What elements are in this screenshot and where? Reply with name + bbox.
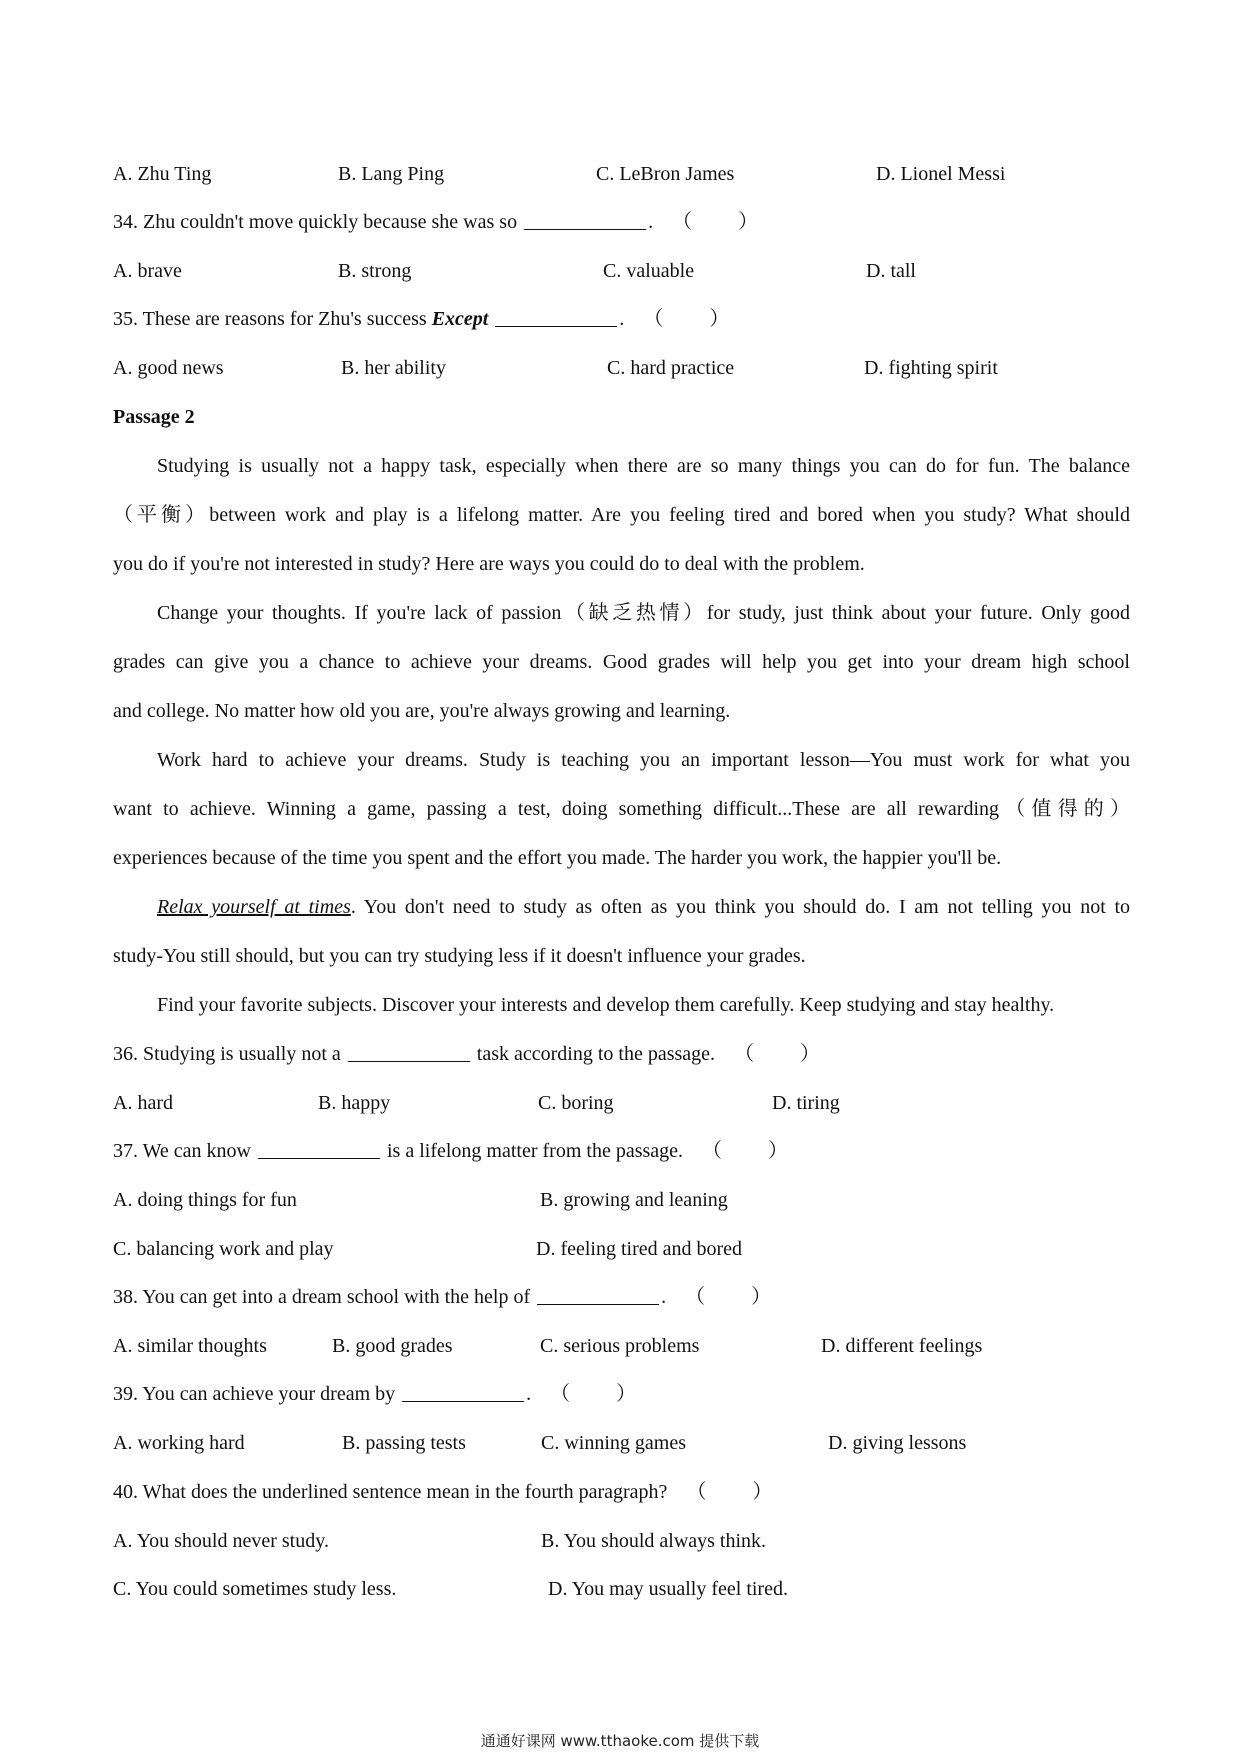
q34-option-a: A. brave bbox=[113, 260, 182, 282]
q40-answer-parens[interactable]: （ ） bbox=[686, 1481, 775, 1503]
q33-option-a: A. Zhu Ting bbox=[113, 163, 212, 185]
passage-p3-line1: Work hard to achieve your dreams. Study is teaching you an important lesson—You must work for what you bbox=[157, 749, 1130, 771]
passage-p1-line2: （平衡）between work and play is a lifelong matter. Are you feeling tired and bored when you study? What should bbox=[113, 504, 1130, 526]
q33-option-b: B. Lang Ping bbox=[338, 163, 445, 185]
page-footer: 通通好课网 www.tthaoke.com 提供下载 bbox=[480, 1732, 760, 1750]
passage-p1-line1: Studying is usually not a happy task, especially when there are so many things you can do for fun. The balance bbox=[157, 455, 1130, 477]
passage-p2-line1: Change your thoughts. If you're lack of passion（缺乏热情）for study, just think about your future. Only good bbox=[157, 602, 1130, 624]
passage-body bbox=[113, 454, 1130, 1042]
q34-stem bbox=[113, 210, 760, 234]
q39-stem-after: . bbox=[526, 1383, 532, 1405]
q38-stem bbox=[113, 1285, 773, 1309]
q36-answer-blank[interactable] bbox=[348, 1043, 470, 1062]
q38-option-b: B. good grades bbox=[332, 1335, 453, 1357]
q37-stem-after: is a lifelong matter from the passage. bbox=[387, 1140, 684, 1162]
q37-answer-blank[interactable] bbox=[258, 1140, 380, 1159]
q40-option-a: A. You should never study. bbox=[113, 1530, 329, 1552]
q36-stem bbox=[113, 1042, 822, 1066]
q34-stem-before: 34. Zhu couldn't move quickly because she was so bbox=[113, 211, 518, 233]
q35-stem-before: 35. These are reasons for Zhu's success bbox=[113, 308, 427, 330]
passage-p1-line3: you do if you're not interested in study? Here are ways you could do to deal with the problem. bbox=[113, 553, 865, 575]
q35-except-emphasis: Except bbox=[431, 308, 489, 330]
q37-stem-before: 37. We can know bbox=[113, 1140, 251, 1162]
passage-p4-line2: study-You still should, but you can try studying less if it doesn't influence your grades. bbox=[113, 945, 806, 967]
q39-stem bbox=[113, 1382, 638, 1406]
passage-p3-line2: want to achieve. Winning a game, passing a test, doing something difficult...These are all rewarding（值得的） bbox=[113, 798, 1130, 820]
q38-answer-blank[interactable] bbox=[537, 1286, 659, 1305]
q37-answer-parens[interactable]: （ ） bbox=[702, 1140, 791, 1162]
q38-stem-before: 38. You can get into a dream school with the help of bbox=[113, 1286, 531, 1308]
q40-stem-text: 40. What does the underlined sentence mean in the fourth paragraph? bbox=[113, 1481, 668, 1503]
q38-option-d: D. different feelings bbox=[821, 1335, 983, 1357]
q36-option-d: D. tiring bbox=[772, 1092, 840, 1114]
q33-option-c: C. LeBron James bbox=[596, 163, 735, 185]
q34-stem-after: . bbox=[648, 211, 654, 233]
q34-answer-blank[interactable] bbox=[524, 211, 646, 230]
q34-answer-parens[interactable]: （ ） bbox=[672, 211, 761, 233]
q35-option-c: C. hard practice bbox=[607, 357, 735, 379]
q35-answer-blank[interactable] bbox=[495, 308, 617, 327]
q38-option-c: C. serious problems bbox=[540, 1335, 700, 1357]
q37-stem bbox=[113, 1139, 790, 1163]
q39-option-a: A. working hard bbox=[113, 1432, 245, 1454]
q39-option-b: B. passing tests bbox=[342, 1432, 466, 1454]
q35-option-b: B. her ability bbox=[341, 357, 446, 379]
q33-option-d: D. Lionel Messi bbox=[876, 163, 1006, 185]
q35-answer-parens[interactable]: （ ） bbox=[643, 308, 732, 330]
q36-stem-after: task according to the passage. bbox=[476, 1043, 716, 1065]
q36-option-b: B. happy bbox=[318, 1092, 391, 1114]
q37-option-a: A. doing things for fun bbox=[113, 1189, 297, 1211]
q38-stem-after: . bbox=[661, 1286, 667, 1308]
q34-option-d: D. tall bbox=[866, 260, 916, 282]
passage-p2-line2: grades can give you a chance to achieve your dreams. Good grades will help you get into your dream high school bbox=[113, 651, 1130, 673]
passage-p5-line1: Find your favorite subjects. Discover your interests and develop them carefully. Keep studying and stay healthy. bbox=[157, 994, 1055, 1016]
q38-answer-parens[interactable]: （ ） bbox=[685, 1286, 774, 1308]
q39-answer-parens[interactable]: （ ） bbox=[550, 1383, 639, 1405]
q35-option-a: A. good news bbox=[113, 357, 224, 379]
q37-option-b: B. growing and leaning bbox=[540, 1189, 728, 1211]
passage-p3-line3: experiences because of the time you spent and the effort you made. The harder you work, the happier you'll be. bbox=[113, 847, 1002, 869]
q37-option-d: D. feeling tired and bored bbox=[536, 1238, 743, 1260]
q38-option-a: A. similar thoughts bbox=[113, 1335, 267, 1357]
q40-option-c: C. You could sometimes study less. bbox=[113, 1578, 397, 1600]
q35-stem-after: . bbox=[619, 308, 625, 330]
q39-stem-before: 39. You can achieve your dream by bbox=[113, 1383, 396, 1405]
passage-p4-line1 bbox=[113, 895, 1130, 944]
q36-stem-before: 36. Studying is usually not a bbox=[113, 1043, 341, 1065]
q39-answer-blank[interactable] bbox=[402, 1383, 524, 1402]
q35-stem bbox=[113, 307, 731, 331]
q36-option-c: C. boring bbox=[538, 1092, 614, 1114]
q36-answer-parens[interactable]: （ ） bbox=[734, 1043, 823, 1065]
q39-option-c: C. winning games bbox=[541, 1432, 686, 1454]
underlined-sentence: Relax yourself at times bbox=[157, 896, 351, 918]
q36-option-a: A. hard bbox=[113, 1092, 173, 1114]
q35-option-d: D. fighting spirit bbox=[864, 357, 998, 379]
passage-p4-rest: . You don't need to study as often as you think you should do. I am not telling you not to bbox=[350, 896, 1130, 918]
q40-option-b: B. You should always think. bbox=[541, 1530, 767, 1552]
q40-option-d: D. You may usually feel tired. bbox=[548, 1578, 788, 1600]
passage-p2-line3: and college. No matter how old you are, you're always growing and learning. bbox=[113, 700, 731, 722]
q40-stem bbox=[113, 1480, 774, 1504]
q37-option-c: C. balancing work and play bbox=[113, 1238, 334, 1260]
q34-option-c: C. valuable bbox=[603, 260, 695, 282]
q39-option-d: D. giving lessons bbox=[828, 1432, 967, 1454]
passage-heading: Passage 2 bbox=[113, 406, 195, 428]
q34-option-b: B. strong bbox=[338, 260, 412, 282]
